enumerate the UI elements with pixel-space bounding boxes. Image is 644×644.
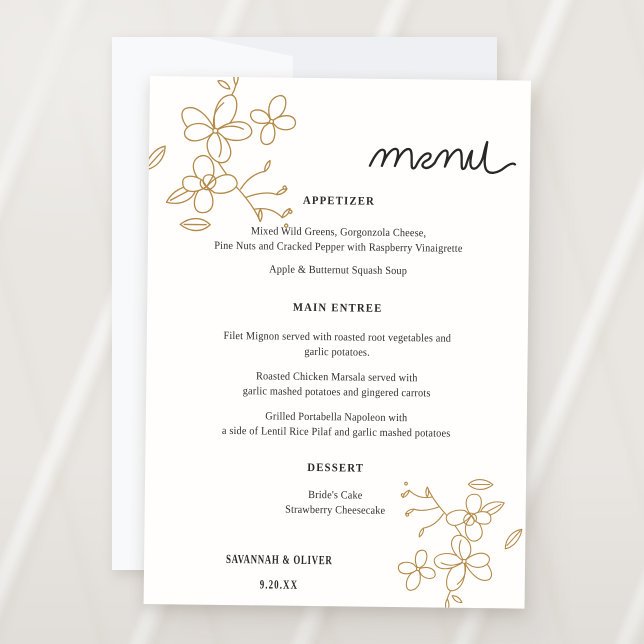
couple-names: SAVANNAH & OLIVER — [225, 551, 333, 568]
menu-item — [161, 223, 516, 257]
menu-item — [159, 368, 514, 402]
section-heading-appetizer: APPETIZER — [302, 194, 376, 208]
section-heading-dessert: DESSERT — [307, 461, 365, 475]
menu-item — [161, 261, 515, 280]
menu-item-line: Strawberry Cheesecake — [285, 503, 386, 517]
menu-item-line: Grilled Portabella Napoleon with — [265, 410, 408, 425]
menu-text-column — [157, 76, 518, 608]
menu-item — [159, 408, 514, 442]
menu-item-line: Pine Nuts and Cracked Pepper with Raspberry Vinaigrette — [214, 239, 463, 255]
menu-item — [158, 486, 513, 520]
menu-card — [144, 76, 531, 609]
menu-item-line: Filet Mignon served with roasted root vegetables and — [223, 329, 452, 345]
menu-item-line: Mixed Wild Greens, Gorgonzola Cheese, — [250, 225, 427, 240]
menu-item-line: a side of Lentil Rice Pilaf and garlic mashed potatoes — [221, 424, 451, 440]
menu-item-line: garlic mashed potatoes and gingered carrots — [242, 385, 431, 400]
menu-item-line: Apple & Butternut Squash Soup — [269, 263, 408, 278]
menu-item — [160, 328, 515, 362]
menu-item-line: Roasted Chicken Marsala served with — [255, 370, 418, 385]
couple-block — [186, 551, 372, 593]
menu-item-line: garlic potatoes. — [304, 345, 370, 359]
event-date: 9.20.XX — [259, 577, 299, 592]
menu-item-line: Bride's Cake — [308, 488, 363, 502]
section-heading-main-entree: MAIN ENTREE — [292, 301, 383, 315]
